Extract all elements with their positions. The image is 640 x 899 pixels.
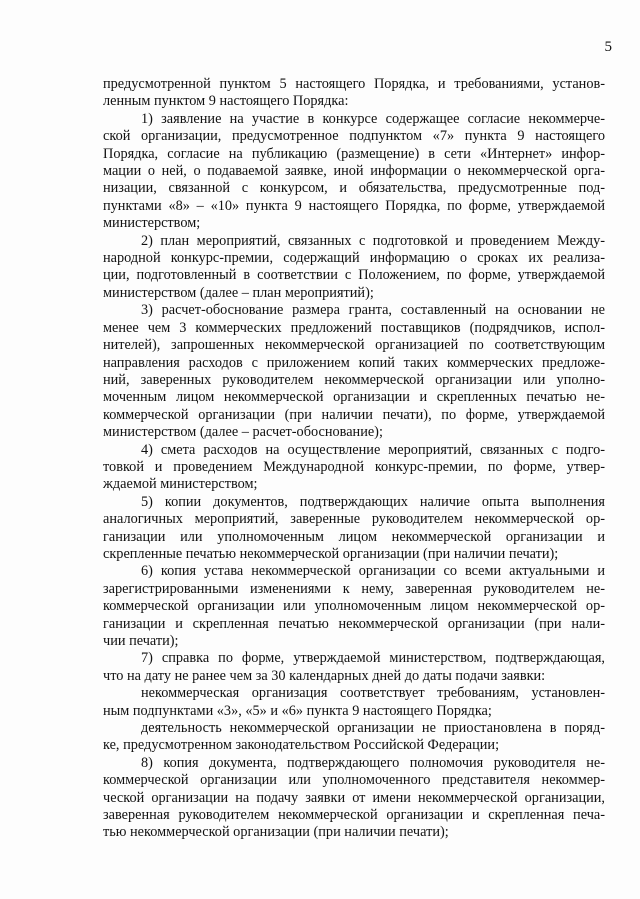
text-line: ным подпунктами «3», «5» и «6» пункта 9 настоящего Порядка; — [103, 702, 492, 719]
paragraph — [103, 494, 605, 564]
paragraph — [103, 442, 605, 494]
text-line: 7) справка по форме, утверждаемой министерством, подтверждающая, — [141, 650, 605, 667]
text-line: товкой и проведением Международной конкурс-премии, по форме, утвер- — [103, 458, 605, 475]
text-line: 5) копии документов, подтверждающих наличие опыта выполнения — [141, 493, 605, 510]
text-line: мации о ней, о подаваемой заявке, иной информации о некоммерческой орга- — [103, 163, 605, 180]
text-line: нителей), запрошенных некоммерческой организацией по соответствующим — [103, 337, 605, 354]
text-line: аналогичных мероприятий, заверенные руководителем некоммерческой ор- — [103, 511, 605, 528]
text-line: министерством (далее – план мероприятий); — [103, 284, 374, 301]
text-line: коммерческой организации (при наличии печати), по форме, утверждаемой — [103, 406, 605, 423]
text-line: ганизации или уполномоченным лицом некоммерческой организации и — [103, 528, 605, 545]
paragraph — [103, 302, 605, 441]
paragraph — [103, 685, 605, 720]
paragraph — [103, 233, 605, 303]
text-line: пунктами «8» – «10» пункта 9 настоящего Порядка, по форме, утверждаемой — [103, 197, 605, 214]
paragraph — [103, 720, 605, 755]
text-line: чии печати); — [103, 633, 179, 649]
text-line: 1) заявление на участие в конкурсе содержащее согласие некоммерче- — [141, 110, 605, 127]
text-line: народной конкурс-премии, содержащий информацию о сроках их реализа- — [103, 250, 605, 267]
text-line: менее чем 3 коммерческих предложений поставщиков (подрядчиков, испол- — [103, 319, 605, 336]
paragraph — [103, 563, 605, 650]
text-line: ний, заверенных руководителем некоммерческой организации или уполно- — [103, 371, 605, 388]
document-body — [103, 76, 605, 842]
text-line: 6) копия устава некоммерческой организации со всеми актуальными и — [141, 563, 605, 580]
paragraph — [103, 755, 605, 842]
text-line: 8) копия документа, подтверждающего полномочия руководителя не- — [141, 754, 605, 771]
paragraph — [103, 76, 605, 111]
text-line: министерством; — [103, 215, 201, 232]
page-number: 5 — [604, 39, 612, 55]
text-line: деятельность некоммерческой организации не приостановлена в поряд- — [141, 720, 605, 737]
text-line: ганизации и скрепленная печатью некоммерческой организации (при нали- — [103, 615, 605, 632]
text-line: низации, связанной с конкурсом, и обязательства, предусмотренные под- — [103, 180, 605, 197]
text-line: ции, подготовленный в соответствии с Положением, по форме, утверждаемой — [103, 267, 605, 284]
text-line: ческой организации на подачу заявки от имени некоммерческой организации, — [103, 789, 605, 806]
text-line: ждаемой министерством; — [103, 476, 258, 493]
text-line: 3) расчет-обоснование размера гранта, составленный на основании не — [141, 302, 605, 319]
text-line: 4) смета расходов на осуществление мероприятий, связанных с подго- — [141, 441, 605, 458]
text-line: моченным лицом некоммерческой организации и скрепленных печатью не- — [103, 389, 605, 406]
text-line: ленным пунктом 9 настоящего Порядка: — [103, 93, 349, 110]
paragraph — [103, 650, 605, 685]
text-line: ке, предусмотренном законодательством Российской Федерации; — [103, 737, 500, 754]
text-line: зарегистрированными изменениями к нему, заверенная руководителем не- — [103, 580, 605, 597]
text-line: тью некоммерческой организации (при наличии печати); — [103, 824, 449, 841]
text-line: скрепленные печатью некоммерческой организации (при наличии печати); — [103, 545, 559, 562]
text-line: Порядка, согласие на публикацию (размещение) в сети «Интернет» инфор- — [103, 145, 605, 162]
text-line: направления расходов с приложением копий таких коммерческих предложе- — [103, 354, 605, 371]
text-line: министерством (далее – расчет-обоснование); — [103, 424, 383, 441]
text-line: ской организации, предусмотренное подпунктом «7» пункта 9 настоящего — [103, 128, 605, 145]
text-line: некоммерческая организация соответствует требованиям, установлен- — [141, 685, 605, 702]
text-line: предусмотренной пунктом 5 настоящего Порядка, и требованиями, установ- — [103, 76, 605, 92]
text-line: коммерческой организации или уполномоченного представителя некоммер- — [103, 772, 605, 789]
text-line: коммерческой организации или уполномоченным лицом некоммерческой ор- — [103, 598, 605, 615]
text-line: 2) план мероприятий, связанных с подготовкой и проведением Между- — [141, 232, 605, 249]
text-line: заверенная руководителем некоммерческой организации и скрепленная печа- — [103, 807, 605, 824]
paragraph — [103, 111, 605, 233]
text-line: что на дату не ранее чем за 30 календарных дней до даты подачи заявки: — [103, 667, 546, 684]
